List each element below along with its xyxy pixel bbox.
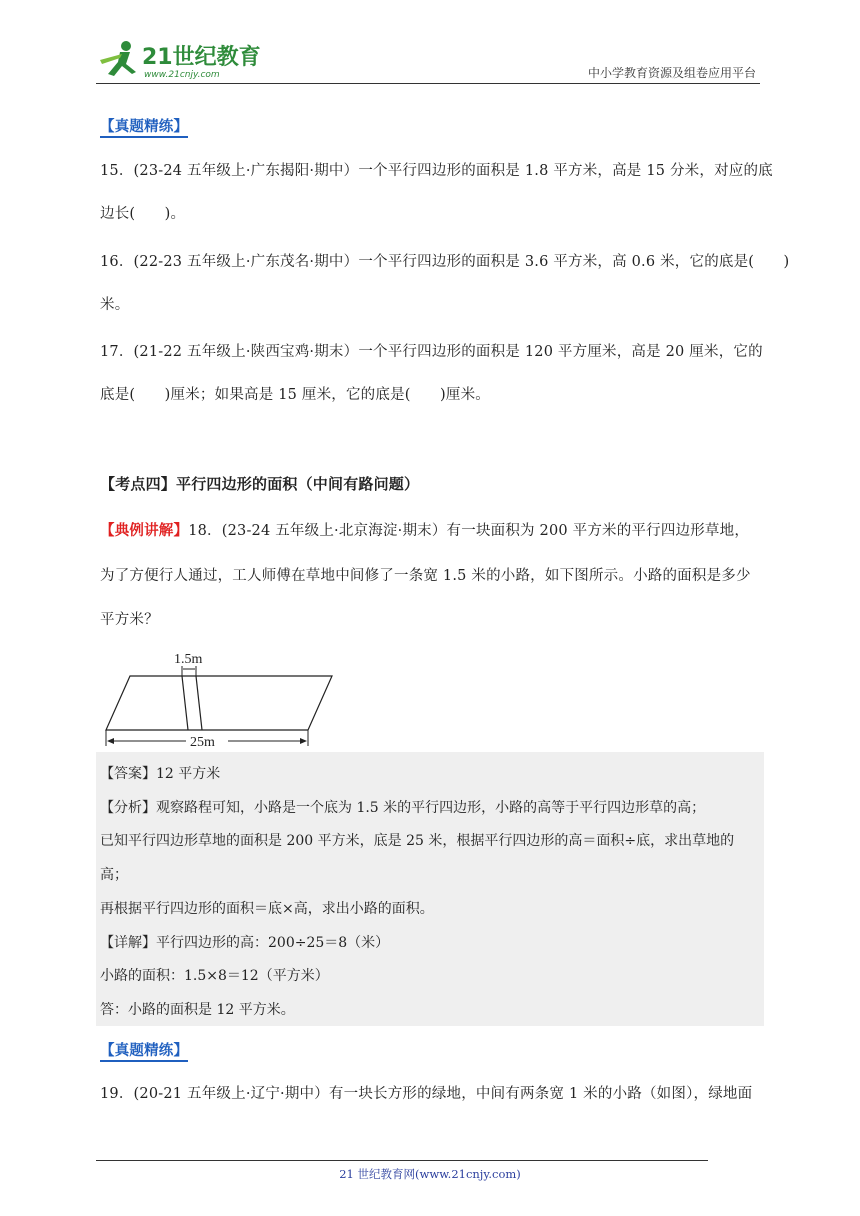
question-18-line-1 [100, 521, 749, 541]
logo-url: www.21cnjy.com [144, 70, 220, 80]
page-footer: 21 世纪教育网(www.21cnjy.com) [339, 1167, 521, 1181]
analysis-line-1: 【分析】观察路程可知，小路是一个底为 1.5 米的平行四边形，小路的高等于平行四边形草的高； [100, 800, 706, 816]
analysis-line-4: 再根据平行四边形的面积＝底×高，求出小路的面积。 [100, 901, 434, 917]
parallelogram-figure [104, 646, 336, 750]
detail-line-2: 小路的面积：1.5×8＝12（平方米） [100, 968, 329, 984]
footer-rule [96, 1160, 708, 1161]
section-tag-practice-2 [100, 1041, 188, 1061]
path-width-label: 1.5m [174, 652, 203, 667]
base-arrow-right [300, 738, 307, 744]
path-edge-left [182, 676, 188, 730]
question-19-line-1: 19．(20-21 五年级上·辽宁·期中）有一块长方形的绿地，中间有两条宽 1 米的小路（如图），绿地面 [100, 1086, 753, 1102]
platform-name: 中小学教育资源及组卷应用平台 [587, 66, 756, 80]
logo [96, 38, 266, 80]
parallelogram-shape [106, 676, 332, 730]
answer-line: 【答案】12 平方米 [100, 766, 221, 782]
section-tag-label-2: 【真题精练】 [100, 1043, 188, 1062]
logo-text: 21世纪教育 [142, 45, 261, 70]
question-16-line-1: 16．(22-23 五年级上·广东茂名·期中）一个平行四边形的面积是 3.6 平方米，高 0.6 米，它的底是( ) [100, 254, 790, 270]
section-tag-practice [100, 117, 188, 137]
page-header [96, 34, 760, 84]
question-18-line-2: 为了方便行人通过，工人师傅在草地中间修了一条宽 1.5 米的小路，如下图所示。小路的面积是多少 [100, 568, 751, 584]
question-17-line-2: 底是( )厘米；如果高是 15 厘米，它的底是( )厘米。 [100, 387, 490, 403]
detail-line-1: 【详解】平行四边形的高：200÷25＝8（米） [100, 935, 390, 951]
detail-line-3: 答：小路的面积是 12 平方米。 [100, 1002, 295, 1018]
path-edge-right [196, 676, 202, 730]
base-arrow-left [107, 738, 114, 744]
runner-icon [100, 41, 136, 76]
question-17-line-1: 17．(21-22 五年级上·陕西宝鸡·期末）一个平行四边形的面积是 120 平方厘米，高是 20 厘米，它的 [100, 344, 763, 360]
example-tag: 【典例讲解】 [100, 523, 189, 539]
analysis-line-3: 高； [100, 867, 128, 883]
question-15-line-2: 边长( )。 [100, 206, 186, 222]
question-18-text: 18．(23-24 五年级上·北京海淀·期末）有一块面积为 200 平方米的平行四边形草地， [188, 523, 750, 539]
question-15-line-1: 15．(23-24 五年级上·广东揭阳·期中）一个平行四边形的面积是 1.8 平方米，高是 15 分米，对应的底 [100, 163, 773, 179]
base-length-label: 25m [190, 735, 215, 750]
section-tag-label: 【真题精练】 [100, 119, 188, 138]
section-heading: 【考点四】平行四边形的面积（中间有路问题） [100, 475, 420, 493]
header-rule [96, 83, 760, 84]
analysis-line-2: 已知平行四边形草地的面积是 200 平方米，底是 25 米，根据平行四边形的高＝面积÷底，求出草地的 [100, 833, 735, 849]
question-18-line-3: 平方米？ [100, 612, 159, 628]
question-16-line-2: 米。 [100, 297, 130, 313]
